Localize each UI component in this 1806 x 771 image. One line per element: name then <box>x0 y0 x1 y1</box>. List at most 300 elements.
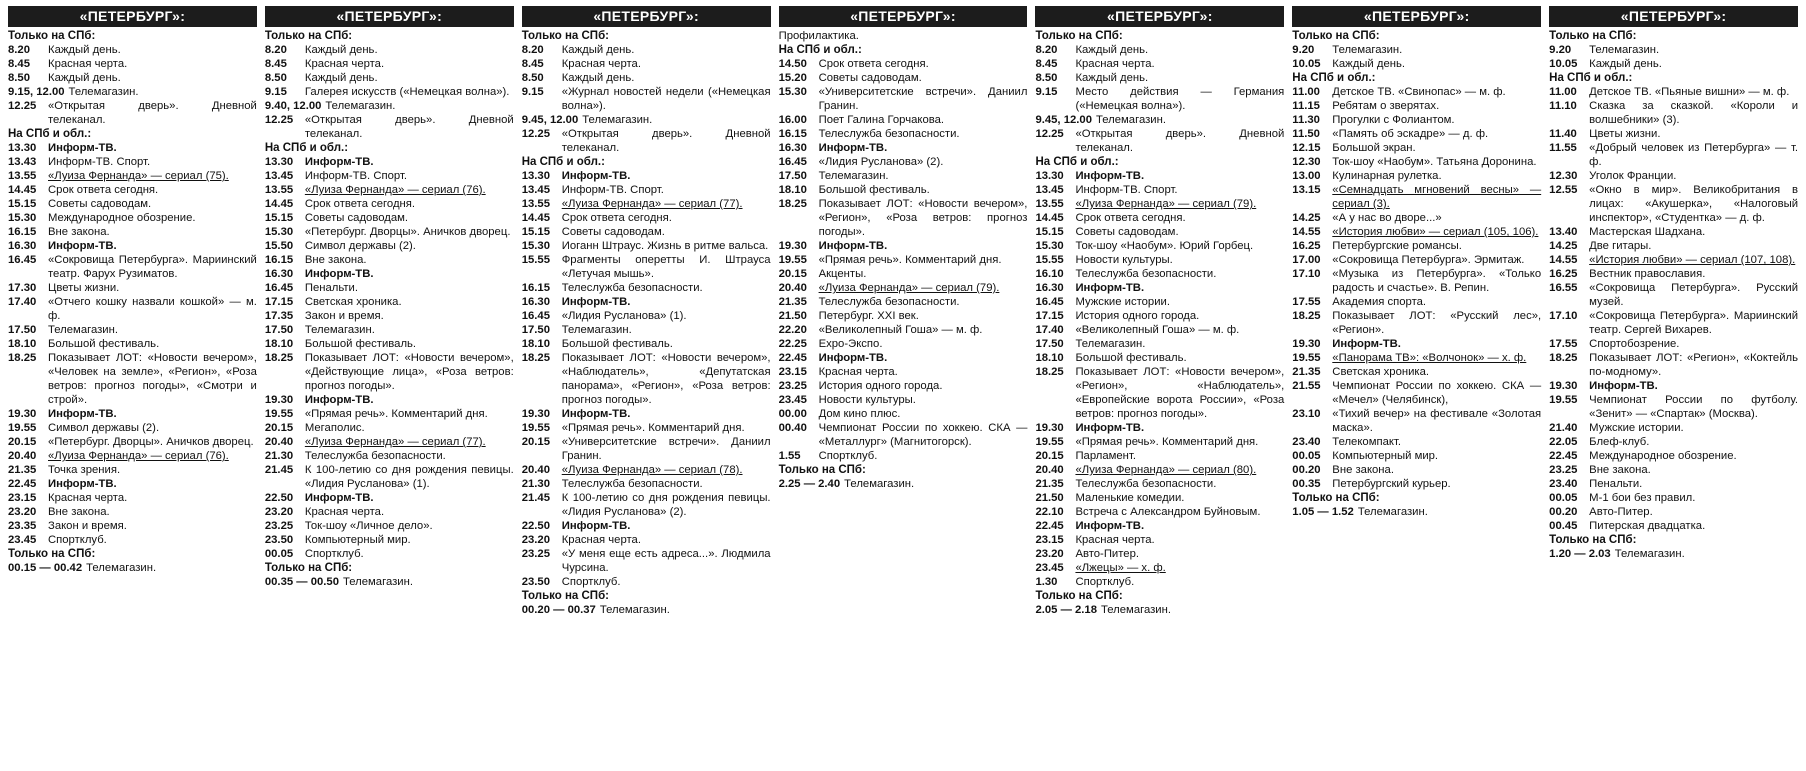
program-time: 9.20 <box>1549 44 1572 56</box>
program-title: Информ-ТВ. <box>1332 338 1401 350</box>
program-time: 14.25 <box>1292 212 1321 224</box>
program-entry <box>1035 323 1284 337</box>
program-entry <box>522 43 771 57</box>
program-time: 17.50 <box>521 324 550 336</box>
program-title: «Отчего кошку назвали кошкой» — м. ф. <box>48 296 257 322</box>
program-title: Информ-ТВ. <box>304 394 374 406</box>
program-entry <box>8 323 257 337</box>
program-entry <box>779 239 1028 253</box>
program-title: Срок ответа сегодня. <box>1075 212 1186 224</box>
program-title: «Открытая дверь». Дневной телеканал. <box>304 114 514 140</box>
program-title: Светская хроника. <box>304 296 402 308</box>
program-title: Спортобозрение. <box>1589 338 1680 350</box>
program-entry <box>1549 183 1798 225</box>
program-time: 12.25 <box>521 128 550 140</box>
program-time: 11.40 <box>1549 128 1577 140</box>
program-title: Каждый день. <box>304 44 378 56</box>
program-title: Информ-ТВ. <box>48 142 117 154</box>
program-time: 18.25 <box>264 352 294 364</box>
program-entry <box>8 169 257 183</box>
program-time: 23.25 <box>264 520 294 532</box>
program-entry <box>265 267 514 281</box>
program-entry <box>1292 505 1541 519</box>
program-entry <box>522 183 771 197</box>
program-time: 14.50 <box>778 58 807 70</box>
program-title: «Великолепный Гоша» — м. ф. <box>818 324 983 336</box>
program-entry <box>265 239 514 253</box>
program-time: 18.25 <box>1549 352 1578 364</box>
program-title: Ток-шоу «Личное дело». <box>304 520 433 532</box>
program-title: «Сокровища Петербурга». Мариинский театр. Сергей Вихарев. <box>1589 310 1799 336</box>
region-section-label: Только на СПб: <box>1035 30 1123 42</box>
program-time: 9.20 <box>1292 44 1315 56</box>
program-time: 8.45 <box>264 58 287 70</box>
channel-header: «ПЕТЕРБУРГ»: <box>8 6 257 27</box>
program-entry <box>1035 603 1284 617</box>
program-entry <box>1549 491 1798 505</box>
program-time: 13.15 <box>1292 184 1321 196</box>
program-entry <box>1292 127 1541 141</box>
program-entry <box>522 85 771 113</box>
program-time: 16.45 <box>778 156 807 168</box>
program-time: 00.00 <box>778 408 807 420</box>
program-title: Спортклуб. <box>818 450 878 462</box>
program-time: 1.20 — 2.03 <box>1549 548 1611 560</box>
program-title: Информ-ТВ. <box>304 492 374 504</box>
program-time: 19.55 <box>778 254 807 266</box>
program-entry <box>1549 85 1798 99</box>
program-time: 8.20 <box>8 44 30 56</box>
program-title: Новости культуры. <box>1075 254 1173 266</box>
program-entry <box>522 239 771 253</box>
region-section-label: Только на СПб: <box>1549 30 1637 42</box>
program-time: 22.50 <box>264 492 294 504</box>
program-title: Телемагазин. <box>1332 44 1403 56</box>
program-entry <box>1035 561 1284 575</box>
program-time: 10.05 <box>1549 58 1578 70</box>
program-title: Авто-Питер. <box>1589 506 1653 518</box>
program-time: 18.25 <box>778 198 807 210</box>
program-entry <box>1549 57 1798 71</box>
program-title: Телемагазин. <box>1589 44 1660 56</box>
program-time: 11.30 <box>1292 114 1320 126</box>
program-title: Детское ТВ. «Свинопас» — м. ф. <box>1332 86 1506 98</box>
program-entry <box>8 295 257 323</box>
program-time: 21.45 <box>521 492 550 504</box>
program-entry <box>1035 421 1284 435</box>
program-time: 10.05 <box>1292 58 1321 70</box>
program-time: 13.45 <box>521 184 550 196</box>
program-entry <box>1292 309 1541 337</box>
program-time: 16.25 <box>1549 268 1578 280</box>
program-entry <box>1549 141 1798 169</box>
program-time: 11.15 <box>1292 100 1320 112</box>
program-time: 21.40 <box>1549 422 1578 434</box>
program-title: Телемагазин. <box>1075 338 1146 350</box>
program-entry <box>779 393 1028 407</box>
program-title: «Журнал новостей недели («Немецкая волна»). <box>561 86 771 112</box>
program-entry <box>522 253 771 281</box>
program-entry <box>1292 337 1541 351</box>
program-entry <box>265 183 514 197</box>
program-title: Прогулки с Фолиантом. <box>1332 114 1455 126</box>
program-time: 00.20 <box>1292 464 1321 476</box>
program-time: 19.55 <box>264 408 294 420</box>
program-entry <box>8 477 257 491</box>
region-section-label: На СПб и обл.: <box>264 142 349 154</box>
program-title: «У меня еще есть адреса...». Людмила Чурсина. <box>561 548 771 574</box>
region-section-label: Только на СПб: <box>521 590 609 602</box>
program-time: 23.20 <box>8 506 37 518</box>
program-entry <box>522 491 771 519</box>
region-section-label: Только на СПб: <box>1292 492 1380 504</box>
program-title: Петербург. XXI век. <box>818 310 919 322</box>
program-entry <box>1292 43 1541 57</box>
program-entry <box>1035 267 1284 281</box>
program-entry <box>8 407 257 421</box>
program-entry <box>1292 407 1541 435</box>
program-entry <box>522 435 771 463</box>
program-entry <box>779 155 1028 169</box>
program-time: 13.55 <box>1035 198 1064 210</box>
program-entry <box>1035 505 1284 519</box>
channel-header: «ПЕТЕРБУРГ»: <box>1549 6 1798 27</box>
program-time: 20.40 <box>1035 464 1064 476</box>
program-title: Большой экран. <box>1332 142 1416 154</box>
program-time: 9.15 <box>1035 86 1058 98</box>
program-title: Телемагазин. <box>304 324 375 336</box>
program-entry <box>1035 309 1284 323</box>
program-time: 13.30 <box>264 156 294 168</box>
program-time: 22.45 <box>778 352 807 364</box>
program-time: 00.20 <box>1549 506 1578 518</box>
program-entry <box>265 155 514 169</box>
program-title: Телемагазин. <box>68 86 139 98</box>
program-title: «Лидия Русланова» (1). <box>561 310 687 322</box>
program-title: Срок ответа сегодня. <box>561 212 672 224</box>
program-entry <box>1549 253 1798 267</box>
program-title: «Петербург. Дворцы». Аничков дворец. <box>48 436 254 448</box>
program-entry <box>265 575 514 589</box>
program-entry <box>779 267 1028 281</box>
program-time: 18.10 <box>778 184 807 196</box>
program-time: 18.25 <box>1292 310 1321 322</box>
program-title: «Луиза Фернанда» — сериал (79). <box>818 282 1000 294</box>
program-entry <box>1549 449 1798 463</box>
program-title: Показывает ЛОТ: «Русский лес», «Регион». <box>1332 310 1542 336</box>
program-title: Чемпионат России по футболу. «Зенит» — «Спартак» (Москва). <box>1589 394 1799 420</box>
program-title: История одного города. <box>1075 310 1200 322</box>
program-title: Кулинарная рулетка. <box>1332 170 1442 182</box>
program-entry <box>1035 295 1284 309</box>
program-title: Expo-Экспо. <box>818 338 883 350</box>
program-title: Информ-ТВ. Спорт. <box>48 156 151 168</box>
program-time: 20.15 <box>1035 450 1064 462</box>
program-entry <box>265 323 514 337</box>
program-title: «А у нас во дворе...» <box>1332 212 1442 224</box>
program-time: 19.55 <box>1549 394 1578 406</box>
program-entry <box>265 211 514 225</box>
program-time: 22.25 <box>778 338 807 350</box>
program-entry <box>1549 505 1798 519</box>
program-entry <box>779 113 1028 127</box>
program-entry <box>265 547 514 561</box>
program-entry <box>8 253 257 281</box>
program-title: Информ-ТВ. <box>1075 422 1145 434</box>
program-time: 15.15 <box>1035 226 1064 238</box>
program-entry <box>779 295 1028 309</box>
program-entry <box>779 337 1028 351</box>
program-entry <box>779 183 1028 197</box>
program-entry <box>1292 351 1541 365</box>
program-title: Показывает ЛОТ: «Новости вечером», «Человек на земле», «Регион», «Роза ветров: прогноз погоды», «Смотри и строй». <box>48 352 257 406</box>
program-time: 16.30 <box>521 296 550 308</box>
program-title: Петербургские романсы. <box>1332 240 1462 252</box>
program-time: 9.40, 12.00 <box>264 100 322 112</box>
program-title: Ток-шоу «Наобум». Татьяна Доронина. <box>1332 156 1537 168</box>
program-title: К 100-летию со дня рождения певицы. «Лидия Русланова» (1). <box>304 464 514 490</box>
program-time: 00.45 <box>1549 520 1578 532</box>
program-title: Две гитары. <box>1589 240 1652 252</box>
program-time: 22.45 <box>8 478 37 490</box>
program-title: Компьютерный мир. <box>1332 450 1439 462</box>
program-time: 15.30 <box>778 86 807 98</box>
program-time: 12.25 <box>1035 128 1064 140</box>
program-entry <box>1292 477 1541 491</box>
program-entry <box>265 43 514 57</box>
program-time: 16.15 <box>264 254 294 266</box>
program-title: Срок ответа сегодня. <box>48 184 159 196</box>
program-entry <box>1292 295 1541 309</box>
program-title: Информ-ТВ. Спорт. <box>1075 184 1178 196</box>
program-time: 11.00 <box>1292 86 1320 98</box>
program-entry <box>522 603 771 617</box>
program-title: Телемагазин. <box>1614 548 1685 560</box>
program-time: 17.50 <box>778 170 807 182</box>
program-entry <box>779 29 1028 43</box>
program-time: 18.25 <box>8 352 37 364</box>
region-section-label: На СПб и обл.: <box>8 128 92 140</box>
program-time: 8.50 <box>8 72 30 84</box>
program-title: Информ-ТВ. <box>1075 520 1145 532</box>
program-time: 23.50 <box>521 576 550 588</box>
program-title: Красная черта. <box>561 534 641 546</box>
program-entry <box>779 197 1028 239</box>
program-time: 20.40 <box>8 450 37 462</box>
program-title: Информ-ТВ. Спорт. <box>304 170 407 182</box>
program-title: Вестник православия. <box>1589 268 1706 280</box>
program-title: Телекомпакт. <box>1332 436 1401 448</box>
program-time: 12.25 <box>264 114 294 126</box>
program-time: 13.45 <box>1035 184 1064 196</box>
program-entry <box>265 71 514 85</box>
program-time: 19.55 <box>8 422 37 434</box>
program-time: 15.20 <box>778 72 807 84</box>
program-time: 13.55 <box>8 170 37 182</box>
program-title: «Университетские встречи». Даниил Гранин. <box>818 86 1028 112</box>
region-section-label: Только на СПб: <box>1035 590 1123 602</box>
program-title: Международное обозрение. <box>48 212 196 224</box>
program-title: «Университетские встречи». Даниил Гранин. <box>561 436 771 462</box>
program-time: 9.45, 12.00 <box>1035 114 1092 126</box>
program-time: 00.15 — 00.42 <box>8 562 83 574</box>
program-entry <box>779 169 1028 183</box>
program-time: 18.10 <box>1035 352 1064 364</box>
program-time: 11.00 <box>1549 86 1577 98</box>
program-entry <box>1549 43 1798 57</box>
program-title: Информ-ТВ. <box>48 240 117 252</box>
program-entry <box>1549 393 1798 421</box>
program-entry <box>779 407 1028 421</box>
program-title: Закон и время. <box>304 310 384 322</box>
program-entry <box>8 85 257 99</box>
program-time: 18.25 <box>521 352 550 364</box>
program-time: 23.45 <box>8 534 37 546</box>
program-time: 17.50 <box>264 324 294 336</box>
program-title: Телеслужба безопасности. <box>1075 268 1217 280</box>
program-entry <box>1035 337 1284 351</box>
program-title: «Сокровища Петербурга». Эрмитаж. <box>1332 254 1525 266</box>
program-entry <box>1549 379 1798 393</box>
program-title: Сказка за сказкой. «Короли и волшебники» (3). <box>1589 100 1799 126</box>
program-title: Информ-ТВ. <box>561 520 631 532</box>
program-entry <box>1549 351 1798 379</box>
program-entry <box>1292 141 1541 155</box>
program-title: Блеф-клуб. <box>1589 436 1650 448</box>
program-time: 23.25 <box>778 380 807 392</box>
program-entry <box>1292 155 1541 169</box>
program-title: Красная черта. <box>48 492 128 504</box>
program-title: Ребятам о зверятах. <box>1332 100 1440 112</box>
region-section-label: Только на СПб: <box>1549 534 1637 546</box>
program-entry <box>8 211 257 225</box>
program-entry <box>1035 547 1284 561</box>
program-time: 15.55 <box>521 254 550 266</box>
program-title: «Великолепный Гоша» — м. ф. <box>1075 324 1240 336</box>
program-title: Информ-ТВ. <box>561 296 631 308</box>
program-entry <box>779 309 1028 323</box>
program-entry <box>1035 463 1284 477</box>
program-title: Каждый день. <box>48 72 121 84</box>
program-time: 14.55 <box>1292 226 1321 238</box>
program-entry <box>522 547 771 575</box>
program-title: Информ-ТВ. <box>561 170 631 182</box>
program-time: 8.50 <box>521 72 544 84</box>
program-time: 15.15 <box>521 226 550 238</box>
program-entry <box>8 449 257 463</box>
program-entry <box>522 197 771 211</box>
program-entry <box>522 407 771 421</box>
program-title: Информ-ТВ. <box>48 408 117 420</box>
program-entry <box>1292 463 1541 477</box>
program-entry <box>1549 519 1798 533</box>
program-time: 12.15 <box>1292 142 1321 154</box>
program-time: 19.30 <box>1292 338 1321 350</box>
program-entry <box>1549 267 1798 281</box>
program-entry <box>1549 309 1798 337</box>
program-entry <box>1035 183 1284 197</box>
program-entry <box>1035 169 1284 183</box>
program-time: 1.30 <box>1035 576 1058 588</box>
program-title: Символ державы (2). <box>48 422 160 434</box>
program-time: 23.15 <box>8 492 37 504</box>
program-title: «Панорама ТВ»: «Волчонок» — х. ф. <box>1332 352 1527 364</box>
program-time: 13.30 <box>8 142 37 154</box>
program-title: «Окно в мир». Великобритания в лицах: «Акушерка», «Налоговый инспектор», «Студентка» — д. ф. <box>1589 184 1799 224</box>
program-entry <box>265 99 514 113</box>
program-title: «Луиза Фернанда» — сериал (77). <box>561 198 743 210</box>
program-entry <box>265 225 514 239</box>
program-entry <box>8 519 257 533</box>
program-title: Информ-ТВ. Спорт. <box>561 184 664 196</box>
program-time: 16.45 <box>264 282 294 294</box>
program-title: «Прямая речь». Комментарий дня. <box>818 254 1002 266</box>
program-title: Питерская двадцатка. <box>1589 520 1706 532</box>
program-entry <box>1035 253 1284 267</box>
region-section-label: Только на СПб: <box>1292 30 1380 42</box>
region-section-label: Только на СПб: <box>521 30 609 42</box>
program-time: 8.20 <box>521 44 544 56</box>
program-entry <box>265 505 514 519</box>
program-time: 16.30 <box>778 142 807 154</box>
program-entry <box>1549 337 1798 351</box>
program-title: Пенальти. <box>1589 478 1643 490</box>
program-time: 22.50 <box>521 520 550 532</box>
program-time: 8.45 <box>1035 58 1058 70</box>
program-time: 15.50 <box>264 240 294 252</box>
program-entry <box>1549 169 1798 183</box>
program-time: 23.15 <box>778 366 807 378</box>
channel-header: «ПЕТЕРБУРГ»: <box>265 6 514 27</box>
program-time: 13.40 <box>1549 226 1578 238</box>
program-time: 8.20 <box>264 44 287 56</box>
program-entry <box>779 127 1028 141</box>
program-entry <box>1549 225 1798 239</box>
program-time: 14.45 <box>264 198 294 210</box>
program-title: Красная черта. <box>304 58 385 70</box>
program-time: 15.15 <box>8 198 37 210</box>
region-section-label: Только на СПб: <box>8 548 96 560</box>
program-entry <box>8 435 257 449</box>
program-entry <box>1035 435 1284 449</box>
program-title: Закон и время. <box>48 520 127 532</box>
program-time: 16.10 <box>1035 268 1064 280</box>
program-entry <box>265 463 514 491</box>
program-title: Советы садоводам. <box>818 72 922 84</box>
program-title: Международное обозрение. <box>1589 450 1737 462</box>
program-entry <box>1549 281 1798 309</box>
program-title: Встреча с Александром Буйновым. <box>1075 506 1261 518</box>
program-title: Телемагазин. <box>1101 604 1171 616</box>
program-title: «Сокровища Петербурга». Мариинский театр. Фарух Рузиматов. <box>48 254 257 280</box>
program-time: 8.50 <box>264 72 287 84</box>
program-time: 20.15 <box>521 436 550 448</box>
program-time: 12.55 <box>1549 184 1578 196</box>
program-title: Советы садоводам. <box>1075 226 1179 238</box>
program-title: Каждый день. <box>1589 58 1662 70</box>
program-entry <box>522 533 771 547</box>
program-entry <box>265 57 514 71</box>
program-entry <box>1035 85 1284 113</box>
program-entry <box>8 533 257 547</box>
program-title: Телемагазин. <box>325 100 396 112</box>
program-title: Информ-ТВ. <box>818 352 888 364</box>
program-entry <box>1292 113 1541 127</box>
program-title: «Открытая дверь». Дневной телеканал. <box>48 100 257 126</box>
program-entry <box>779 253 1028 267</box>
program-time: 23.35 <box>8 520 37 532</box>
program-title: «Луиза Фернанда» — сериал (75). <box>48 170 229 182</box>
